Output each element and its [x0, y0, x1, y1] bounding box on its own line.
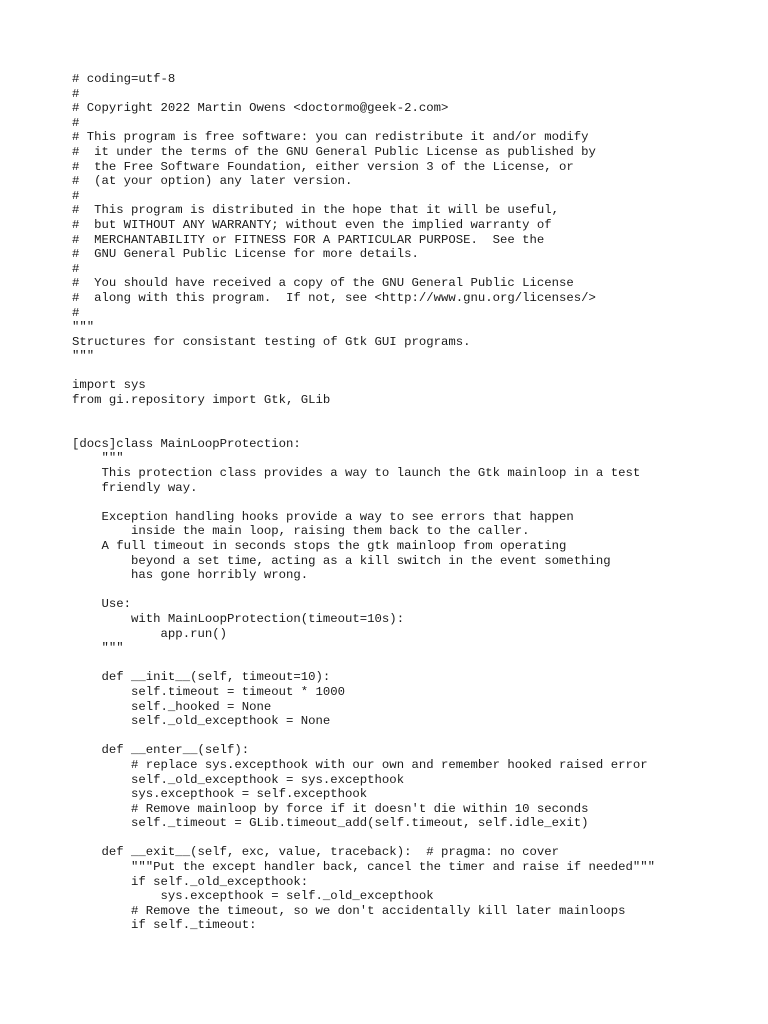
code-line: with MainLoopProtection(timeout=10s):	[72, 611, 405, 626]
code-line: Structures for consistant testing of Gtk GUI programs.	[72, 334, 471, 349]
code-line: """	[72, 641, 124, 656]
code-line: # it under the terms of the GNU General Public License as published by	[72, 144, 596, 159]
code-line: Use:	[72, 597, 132, 612]
code-line: self.timeout = timeout * 1000	[72, 684, 346, 699]
code-line: self._old_excepthook = None	[72, 714, 331, 729]
code-line: # but WITHOUT ANY WARRANTY; without even the implied warranty of	[72, 217, 552, 232]
code-line: This protection class provides a way to launch the Gtk mainloop in a test	[72, 466, 641, 481]
code-line: #	[72, 86, 80, 101]
code-line: #	[72, 305, 80, 320]
code-line: # GNU General Public License for more details.	[72, 247, 419, 262]
code-line: import sys	[72, 378, 146, 393]
code-line: if self._timeout:	[72, 918, 257, 933]
code-line: #	[72, 188, 80, 203]
code-line: # the Free Software Foundation, either version 3 of the License, or	[72, 159, 574, 174]
code-document	[72, 72, 752, 933]
code-line	[72, 422, 752, 437]
code-line: """	[72, 349, 95, 364]
code-line: # This program is distributed in the hope that it will be useful,	[72, 203, 560, 218]
code-line	[72, 495, 752, 510]
code-line: from gi.repository import Gtk, GLib	[72, 393, 331, 408]
code-line: app.run()	[72, 626, 227, 641]
code-line: inside the main loop, raising them back to the caller.	[72, 524, 530, 539]
code-line: def __exit__(self, exc, value, traceback): # pragma: no cover	[72, 845, 560, 860]
code-line: #	[72, 115, 80, 130]
code-line: # Copyright 2022 Martin Owens <doctormo@geek-2.com>	[72, 101, 449, 116]
code-line: sys.excepthook = self.excepthook	[72, 787, 368, 802]
code-line: if self._old_excepthook:	[72, 874, 309, 889]
code-line: # Remove mainloop by force if it doesn't die within 10 seconds	[72, 801, 589, 816]
code-line: [docs]class MainLoopProtection:	[72, 436, 301, 451]
code-line: # coding=utf-8	[72, 72, 176, 86]
code-line: friendly way.	[72, 480, 198, 495]
code-line: #	[72, 261, 80, 276]
code-line: # (at your option) any later version.	[72, 174, 353, 189]
code-line: def __init__(self, timeout=10):	[72, 670, 331, 685]
code-line: self._timeout = GLib.timeout_add(self.timeout, self.idle_exit)	[72, 816, 589, 831]
code-line: """Put the except handler back, cancel the timer and raise if needed"""	[72, 860, 655, 875]
code-line: beyond a set time, acting as a kill switch in the event something	[72, 553, 611, 568]
code-line: # You should have received a copy of the GNU General Public License	[72, 276, 574, 291]
code-line: # MERCHANTABILITY or FITNESS FOR A PARTICULAR PURPOSE. See the	[72, 232, 545, 247]
code-line: sys.excepthook = self._old_excepthook	[72, 889, 434, 904]
code-line	[72, 656, 752, 671]
code-line	[72, 408, 752, 423]
code-line: # This program is free software: you can redistribute it and/or modify	[72, 130, 589, 145]
code-line: Exception handling hooks provide a way to see errors that happen	[72, 509, 574, 524]
code-line: self._hooked = None	[72, 699, 272, 714]
code-line: # Remove the timeout, so we don't accidentally kill later mainloops	[72, 903, 626, 918]
code-line: def __enter__(self):	[72, 743, 250, 758]
code-line	[72, 831, 752, 846]
code-line: A full timeout in seconds stops the gtk mainloop from operating	[72, 539, 567, 553]
code-line	[72, 729, 752, 744]
code-line: """	[72, 320, 95, 335]
code-line: self._old_excepthook = sys.excepthook	[72, 772, 405, 787]
code-line	[72, 364, 752, 379]
code-line: """	[72, 451, 124, 466]
code-line: # replace sys.excepthook with our own and remember hooked raised error	[72, 757, 648, 772]
code-line: # along with this program. If not, see <http://www.gnu.org/licenses/>	[72, 290, 596, 305]
code-line: has gone horribly wrong.	[72, 568, 309, 583]
code-line	[72, 583, 752, 598]
